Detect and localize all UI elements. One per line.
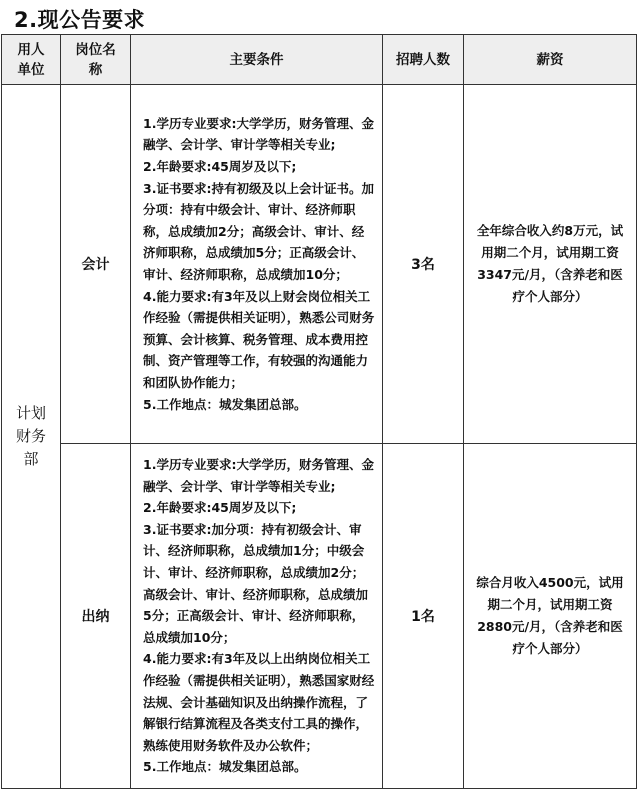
header-unit: 用人单位: [2, 35, 61, 85]
condition-item: 4.能力要求:有3年及以上出纳岗位相关工作经验（需提供相关证明），熟悉国家财经法规、会计基础知识及出纳操作流程，了解银行结算流程及各类支付工具的操作，熟练使用财务软件及办公软件；: [143, 651, 375, 753]
salary-cell: 全年综合收入约8万元，试用期二个月，试用期工资3347元/月，（含养老和医疗个人部分）: [464, 85, 637, 444]
header-count: 招聘人数: [383, 35, 464, 85]
condition-item: 5.工作地点：城发集团总部。: [143, 759, 307, 775]
condition-item: 1.学历专业要求:大学学历，财务管理、金融学、会计学、审计学等相关专业;: [143, 457, 374, 494]
table-row: [2, 444, 637, 789]
count-cell: 3名: [383, 85, 464, 444]
unit-cell: 计划财务部: [2, 85, 61, 789]
count-cell: 1名: [383, 444, 464, 789]
position-cell: 会计: [61, 85, 131, 444]
position-cell: 出纳: [61, 444, 131, 789]
condition-item: 2.年龄要求:45周岁及以下;: [143, 500, 297, 516]
conditions-cell: [131, 444, 383, 789]
condition-item: 5.工作地点：城发集团总部。: [143, 396, 307, 412]
header-row: [2, 35, 637, 85]
condition-item: 2.年龄要求:45周岁及以下;: [143, 159, 297, 175]
condition-item: 1.学历专业要求:大学学历，财务管理、金融学、会计学、审计学等相关专业;: [143, 115, 374, 153]
recruitment-table: [1, 34, 637, 789]
header-position: 岗位名称: [61, 35, 131, 85]
salary-cell: 综合月收入4500元，试用期二个月，试用期工资2880元/月，（含养老和医疗个人部分）: [464, 444, 637, 789]
header-salary: 薪资: [464, 35, 637, 85]
table-row: [2, 85, 637, 444]
section-heading: 2.现公告要求: [14, 8, 146, 32]
condition-item: 3.证书要求:持有初级及以上会计证书。加分项：持有中级会计、审计、经济师职称，总成绩加2分；高级会计、审计、经济师职称，总成绩加5分；正高级会计、审计、经济师职称，总成绩加10分；: [143, 180, 374, 282]
condition-item: 3.证书要求:加分项：持有初级会计、审计、经济师职称，总成绩加1分；中级会计、审计、经济师职称，总成绩加2分；高级会计、审计、经济师职称，总成绩加5分；正高级会计、审计、经济师职称，总成绩加10分；: [143, 521, 369, 645]
condition-item: 4.能力要求:有3年及以上财会岗位相关工作经验（需提供相关证明），熟悉公司财务预算、会计核算、税务管理、成本费用控制、资产管理等工作，有较强的沟通能力和团队协作能力；: [143, 288, 375, 390]
header-conditions: 主要条件: [131, 35, 383, 85]
conditions-cell: [131, 85, 383, 444]
